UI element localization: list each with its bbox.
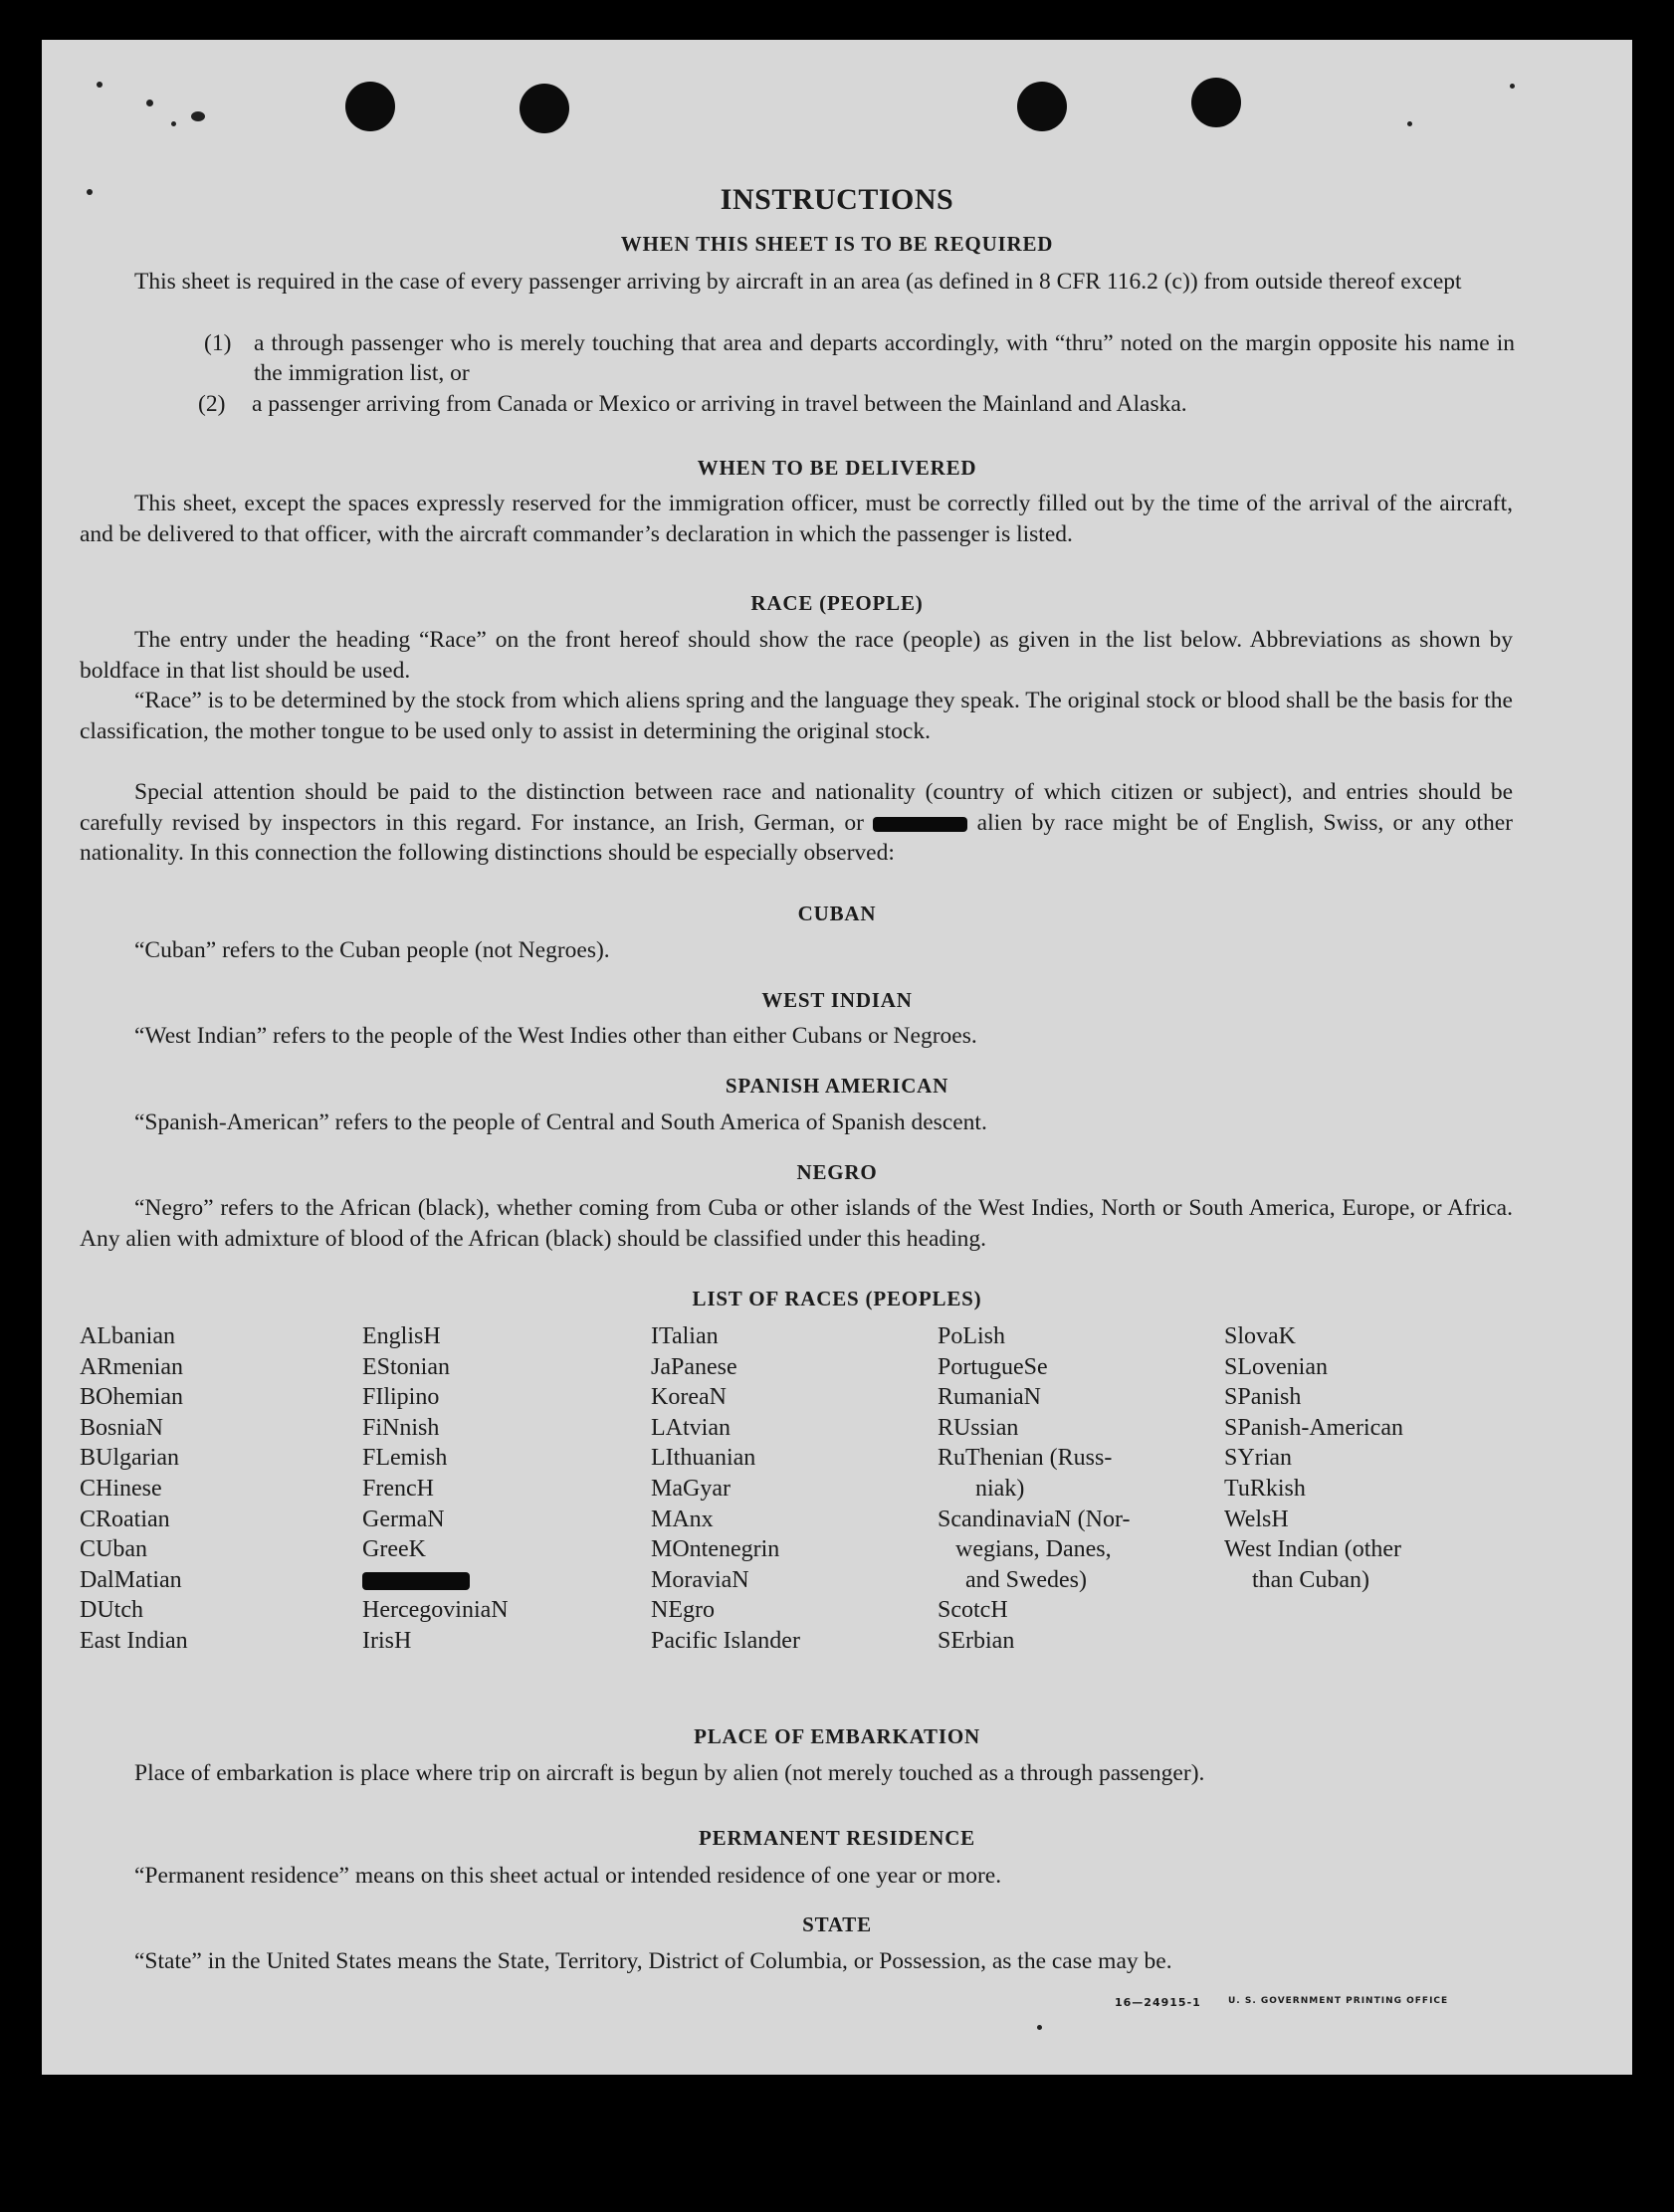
races-column-1 (80, 1321, 378, 1657)
negro-text: “Negro” refers to the African (black), whether coming from Cuba or other islands of the West Indies, North or South America, Europe, or Africa. Any alien with admixture of blood of the African (black) should be classified under this heading. (80, 1195, 1513, 1252)
race-entry: BOhemian (80, 1384, 183, 1411)
race-entry: and Swedes) (965, 1566, 1087, 1593)
heading-negro: NEGRO (796, 1160, 878, 1184)
race-entry: SYrian (1224, 1445, 1292, 1472)
heading-west-indian: WEST INDIAN (761, 988, 913, 1012)
race-entry: WelsH (1224, 1506, 1289, 1532)
race-entry: LIthuanian (651, 1445, 756, 1472)
race-entry: LAtvian (651, 1414, 731, 1441)
west-indian-text: “West Indian” refers to the people of the West Indies other than either Cubans or Negroes. (134, 1023, 977, 1049)
race-paragraph-3 (80, 777, 1513, 869)
race-entry: EStonian (362, 1353, 450, 1380)
race-entry: MAnx (651, 1506, 714, 1532)
race-entry: MoraviaN (651, 1566, 749, 1593)
race-entry: ScotcH (938, 1597, 1008, 1624)
heading-cuban: CUBAN (797, 902, 877, 925)
heading-permanent-residence: PERMANENT RESIDENCE (699, 1826, 975, 1850)
race-entry: niak) (975, 1475, 1025, 1502)
race-entry: ALbanian (80, 1323, 175, 1349)
races-column-3 (651, 1321, 949, 1657)
race-entry: HercegoviniaN (362, 1597, 509, 1624)
heading-race: RACE (PEOPLE) (750, 591, 924, 615)
race-paragraph-1: The entry under the heading “Race” on the front hereof should show the race (people) as given in the list below. Abbreviations as shown by boldface in that list should be used. (80, 627, 1513, 684)
race-entry: PoLish (938, 1323, 1006, 1349)
race-entry: RumaniaN (938, 1384, 1041, 1411)
ink-speck (1510, 84, 1515, 89)
race-entry: DalMatian (80, 1566, 182, 1593)
race-entry: East Indian (80, 1627, 188, 1654)
form-number: 16—24915-1 (1115, 1996, 1201, 2009)
races-column-5 (1224, 1321, 1523, 1595)
race-entry: TuRkish (1224, 1475, 1306, 1502)
redaction-mark (362, 1572, 470, 1590)
ink-speck (1407, 121, 1412, 126)
race-paragraph-3-start: Special attention should be paid to the distinction between race and nationality (country of which citizen or subject), and entries should be carefully revised by inspectors in this regard. For instance, an Irish, German, or (80, 779, 1513, 836)
race-entry: ARmenian (80, 1353, 183, 1380)
document-page (42, 40, 1632, 2075)
punch-hole (520, 84, 569, 133)
heading-spanish-american: SPANISH AMERICAN (725, 1074, 949, 1098)
page-title: INSTRUCTIONS (720, 183, 954, 216)
race-entry: SPanish (1224, 1384, 1302, 1411)
ink-speck (1037, 2025, 1042, 2030)
ink-speck (146, 100, 153, 106)
heading-place-of-embarkation: PLACE OF EMBARKATION (694, 1724, 980, 1748)
required-text: This sheet is required in the case of every passenger arriving by aircraft in an area (as defined in 8 CFR 116.2 (c)) from outside thereof except (134, 269, 1462, 295)
race-entry: RUssian (938, 1414, 1019, 1441)
heading-list-of-races: LIST OF RACES (PEOPLES) (692, 1287, 982, 1310)
race-entry: ScandinaviaN (Nor- (938, 1506, 1131, 1532)
race-entry: CUban (80, 1536, 147, 1563)
race-paragraph-3-end: alien by race might be of English, Swiss, or any other nationality. In this connection the following distinctions should be especially observed: (80, 809, 1513, 866)
ink-speck (171, 121, 176, 126)
race-entry: KoreaN (651, 1384, 727, 1411)
ink-speck (191, 111, 205, 121)
spanish-american-text: “Spanish-American” refers to the people of Central and South America of Spanish descent. (134, 1109, 987, 1135)
heading-when-delivered: WHEN TO BE DELIVERED (697, 456, 977, 480)
race-entry: PortugueSe (938, 1353, 1048, 1380)
race-entry: SErbian (938, 1627, 1015, 1654)
exception-1-text-content: a through passenger who is merely touching that area and departs accordingly, with “thru” noted on the margin opposite his name in the immigration list, or (254, 330, 1515, 386)
race-entry: CRoatian (80, 1506, 170, 1532)
races-column-4 (938, 1321, 1236, 1657)
race-entry: FrencH (362, 1475, 434, 1502)
race-entry: West Indian (other (1224, 1536, 1402, 1563)
punch-hole (345, 82, 395, 131)
exception-2-text: a passenger arriving from Canada or Mexico or arriving in travel between the Mainland and Alaska. (252, 391, 1187, 417)
exception-1-text (252, 328, 1515, 388)
race-entry: GermaN (362, 1506, 445, 1532)
race-entry: NEgro (651, 1597, 715, 1624)
cuban-text: “Cuban” refers to the Cuban people (not Negroes). (134, 937, 610, 963)
race-entry: RuThenian (Russ- (938, 1445, 1113, 1472)
race-entry: than Cuban) (1252, 1566, 1369, 1593)
race-entry: DUtch (80, 1597, 143, 1624)
exception-2-number: (2) (198, 391, 226, 417)
residence-text: “Permanent residence” means on this sheet actual or intended residence of one year or more. (134, 1863, 1002, 1889)
race-entry: FLemish (362, 1445, 448, 1472)
race-entry: wegians, Danes, (955, 1536, 1112, 1563)
race-entry: FIlipino (362, 1384, 440, 1411)
race-entry: EnglisH (362, 1323, 441, 1349)
punch-hole (1017, 82, 1067, 131)
printer-imprint: U. S. GOVERNMENT PRINTING OFFICE (1228, 1996, 1449, 2006)
race-entry: ITalian (651, 1323, 719, 1349)
race-entry: FiNnish (362, 1414, 440, 1441)
heading-state: STATE (802, 1912, 872, 1936)
race-entry: Pacific Islander (651, 1627, 800, 1654)
heading-when-required: WHEN THIS SHEET IS TO BE REQUIRED (620, 232, 1054, 256)
race-entry: SlovaK (1224, 1323, 1296, 1349)
race-entry: BosniaN (80, 1414, 163, 1441)
ink-speck (97, 82, 103, 88)
race-entry: JaPanese (651, 1353, 737, 1380)
race-entry: GreeK (362, 1536, 426, 1563)
race-entry: MaGyar (651, 1475, 731, 1502)
race-entry: MOntenegrin (651, 1536, 780, 1563)
delivered-text: This sheet, except the spaces expressly reserved for the immigration officer, must be correctly filled out by the time of the arrival of the aircraft, and be delivered to that officer, with the aircraft commander’s declaration in which the passenger is listed. (80, 491, 1513, 547)
redacted-race-entry (362, 1565, 661, 1596)
punch-hole (1191, 78, 1241, 127)
exception-1-number: (1) (204, 330, 232, 356)
race-entry: CHinese (80, 1475, 162, 1502)
race-entry: IrisH (362, 1627, 412, 1654)
redaction-mark (873, 817, 967, 832)
race-entry: SLovenian (1224, 1353, 1328, 1380)
races-column-2 (362, 1321, 661, 1657)
state-text: “State” in the United States means the State, Territory, District of Columbia, or Possession, as the case may be. (134, 1948, 1172, 1974)
race-entry: SPanish-American (1224, 1414, 1403, 1441)
race-entry: BUlgarian (80, 1445, 179, 1472)
embarkation-text: Place of embarkation is place where trip on aircraft is begun by alien (not merely touched as a through passenger). (134, 1760, 1205, 1786)
race-paragraph-2: “Race” is to be determined by the stock from which aliens spring and the language they speak. The original stock or blood shall be the basis for the classification, the mother tongue to be used only to assist in determining the original stock. (80, 688, 1513, 744)
